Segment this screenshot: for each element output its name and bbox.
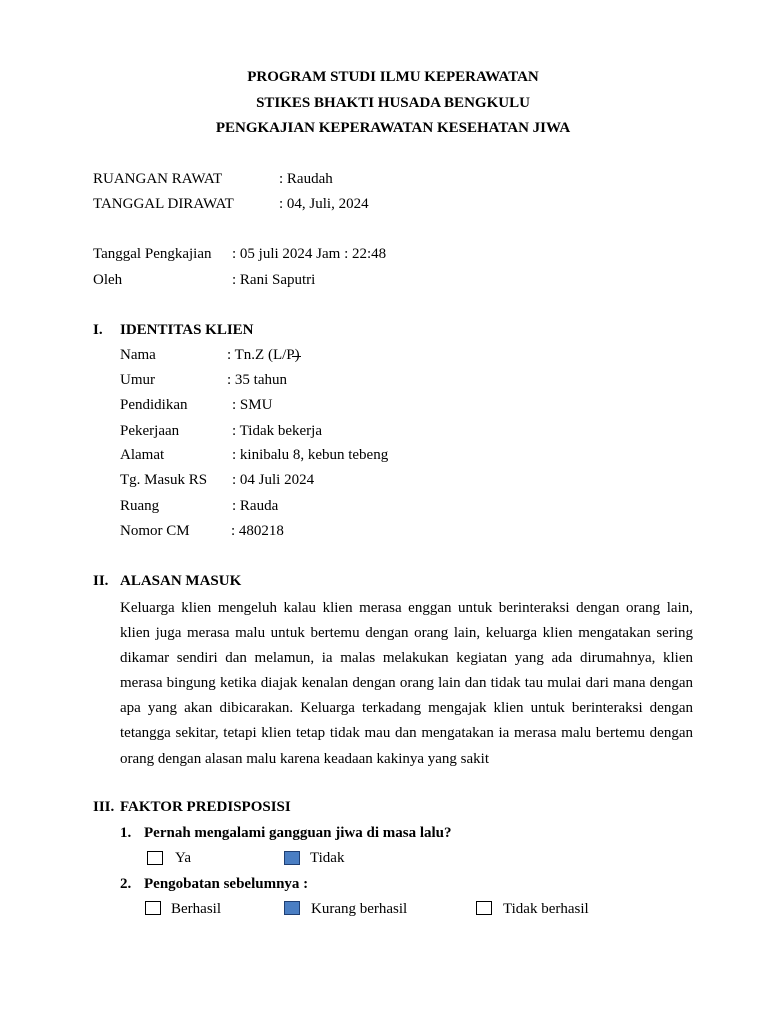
checkbox-tidak-berhasil[interactable] xyxy=(476,901,492,915)
strikethrough-mark xyxy=(292,356,301,357)
field-value-pendidikan: : SMU xyxy=(232,397,273,413)
field-value-pekerjaan: : Tidak bekerja xyxy=(232,423,322,439)
ruangan-value: : Raudah xyxy=(279,171,333,187)
header-line-3: PENGKAJIAN KEPERAWATAN KESEHATAN JIWA xyxy=(215,120,571,136)
oleh-value: : Rani Saputri xyxy=(232,272,316,288)
checkbox-kurang-berhasil-label: Kurang berhasil xyxy=(311,901,408,917)
field-value-tg-masuk-rs: : 04 Juli 2024 xyxy=(232,472,315,488)
question-1-number: 1. xyxy=(120,825,132,841)
field-value-nama xyxy=(227,345,300,365)
pengkajian-label: Tanggal Pengkajian xyxy=(93,246,212,262)
oleh-label: Oleh xyxy=(93,272,123,288)
section-1-number: I. xyxy=(93,322,103,338)
checkbox-berhasil[interactable] xyxy=(145,901,161,915)
tanggal-label: TANGGAL DIRAWAT xyxy=(93,196,234,212)
checkbox-tidak-label: Tidak xyxy=(310,850,345,866)
field-label-alamat: Alamat xyxy=(120,447,165,463)
field-label-umur: Umur xyxy=(120,372,155,388)
checkbox-tidak[interactable] xyxy=(284,851,300,865)
ruangan-label: RUANGAN RAWAT xyxy=(93,171,223,187)
tanggal-value: : 04, Juli, 2024 xyxy=(279,196,369,212)
section-1-title: IDENTITAS KLIEN xyxy=(120,322,254,338)
section-2-number: II. xyxy=(93,573,109,589)
field-label-tg-masuk-rs: Tg. Masuk RS xyxy=(120,472,208,488)
header-line-2: STIKES BHAKTI HUSADA BENGKULU xyxy=(256,95,530,111)
checkbox-kurang-berhasil[interactable] xyxy=(284,901,300,915)
section-2-title: ALASAN MASUK xyxy=(120,573,242,589)
alasan-masuk-paragraph: Keluarga klien mengeluh kalau klien merasa enggan untuk berinteraksi dengan orang lain, klien juga merasa malu untuk bertemu dengan orang lain, keluarga klien mengatakan sering dikamar sendiri dan melamun, ia malas melakukan kegiatan yang ada dirumahnya, klien merasa bingung ketika diajak kenalan dengan orang lain dan tidak tau mulai dari mana dengan apa yang akan dibicarakan. Keluarga terkadang mengajak klien untuk berinteraksi dengan tetangga sekitar, tetapi klien tetap tidak mau dan mengatakan ia merasa malu bertemu dengan orang dengan alasan malu karena keadaan kakinya yang sakit xyxy=(120,600,693,767)
header-line-1: PROGRAM STUDI ILMU KEPERAWATAN xyxy=(247,69,539,85)
field-value-alamat: : kinibalu 8, kebun tebeng xyxy=(232,447,389,463)
question-2-number: 2. xyxy=(120,876,132,892)
field-label-ruang: Ruang xyxy=(120,498,160,514)
field-value-ruang: : Rauda xyxy=(232,498,279,514)
pengkajian-value: : 05 juli 2024 Jam : 22:48 xyxy=(232,246,387,262)
field-label-nama: Nama xyxy=(120,347,156,363)
question-1-text: Pernah mengalami gangguan jiwa di masa lalu? xyxy=(144,825,452,841)
section-3-number: III. xyxy=(93,799,115,815)
field-value-nama-text: : Tn.Z (L/P) xyxy=(227,347,300,363)
field-label-pendidikan: Pendidikan xyxy=(120,397,188,413)
checkbox-ya[interactable] xyxy=(147,851,163,865)
question-2-text: Pengobatan sebelumnya : xyxy=(144,876,309,892)
section-3-title: FAKTOR PREDISPOSISI xyxy=(120,799,291,815)
field-value-umur: : 35 tahun xyxy=(227,372,287,388)
checkbox-ya-label: Ya xyxy=(175,850,191,866)
checkbox-tidak-berhasil-label: Tidak berhasil xyxy=(503,901,589,917)
field-value-nomor-cm: : 480218 xyxy=(231,523,284,539)
field-label-nomor-cm: Nomor CM xyxy=(120,523,190,539)
checkbox-berhasil-label: Berhasil xyxy=(171,901,221,917)
field-label-pekerjaan: Pekerjaan xyxy=(120,423,180,439)
